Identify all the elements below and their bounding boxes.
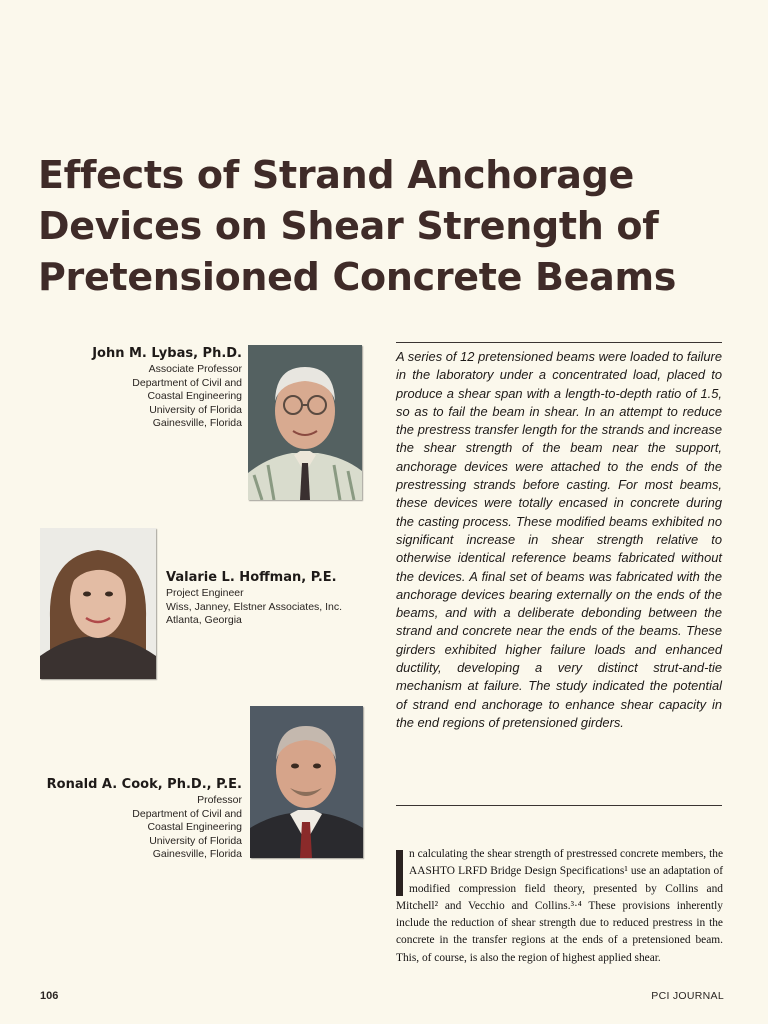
article-title bbox=[38, 150, 738, 303]
page-number: 106 bbox=[40, 990, 59, 1002]
author-affiliation-line: Gainesville, Florida bbox=[152, 417, 242, 429]
author-photo-cook bbox=[250, 706, 363, 858]
author-affiliation-line: Professor bbox=[197, 794, 242, 806]
author-affiliation-line: Project Engineer bbox=[166, 587, 244, 599]
abstract-text: A series of 12 pretensioned beams were loaded to failure in the laboratory under a concentrated load, placed to produce a shear span with a length-to-depth ratio of 1.5, so as to fail the beam in shear. In an attempt to reduce the prestress transfer length for the strands and increase the shear strength of the beam near the support, anchorage devices were attached to the ends of the prestressing strands before casting. For most beams, these devices were totally encased in concrete during the casting process. These modified beams exhibited no significant increase in shear strength relative to otherwise identical reference beams fabricated without the devices. A final set of beams was fabricated with the anchorage devices bearing externally on the ends of the beams, and with a deliberate debonding between the strand and concrete near the ends of the beams. These girders exhibited higher failure loads and enhanced ductility, developing a very distinct strut-and-tie mechanism at failure. The study indicated the potential of strand end anchorage to enhance shear capacity in the end regions of pretensioned girders. bbox=[396, 349, 722, 730]
author-name: John M. Lybas, Ph.D. bbox=[92, 346, 242, 361]
author-photo-lybas bbox=[248, 345, 362, 500]
author-affiliation-line: Department of Civil and bbox=[132, 376, 242, 389]
author-affiliation-line: Department of Civil and bbox=[132, 807, 242, 820]
title-line: Effects of Strand Anchorage bbox=[38, 153, 635, 197]
intro-paragraph bbox=[396, 846, 723, 967]
dropcap-bar bbox=[396, 850, 403, 896]
author-affiliation-line: Wiss, Janney, Elstner Associates, Inc. bbox=[166, 600, 343, 613]
abstract-top-rule bbox=[396, 342, 722, 343]
intro-text: n calculating the shear strength of prestressed concrete members, the AASHTO LRFD Bridge Design Specifications¹ use an adaptation of modified compression field theory, presented by Collins and Mitchell² and Vecchio and Collins.³·⁴ These provisions inherently include the reduction of shear strength due to reduced prestress in the concrete in the transfer regions at the ends of a pretensioned beam. This, of course, is also the region of highest applied shear. bbox=[396, 848, 723, 964]
author-affiliation-line: Coastal Engineering bbox=[147, 821, 242, 833]
author-photo-hoffman bbox=[40, 528, 156, 679]
title-line: Pretensioned Concrete Beams bbox=[38, 255, 677, 299]
journal-name: PCI JOURNAL bbox=[651, 990, 724, 1002]
author-affiliation-line: Associate Professor bbox=[148, 363, 242, 375]
author-affiliation-line: Gainesville, Florida bbox=[152, 848, 242, 860]
author-lybas bbox=[22, 346, 242, 431]
abstract-bottom-rule bbox=[396, 805, 722, 806]
author-hoffman bbox=[166, 570, 386, 628]
author-name: Valarie L. Hoffman, P.E. bbox=[166, 570, 337, 585]
author-affiliation-line: Coastal Engineering bbox=[147, 390, 242, 402]
author-affiliation-line: University of Florida bbox=[149, 403, 242, 416]
author-affiliation-line: Atlanta, Georgia bbox=[166, 614, 242, 626]
author-cook bbox=[22, 777, 242, 862]
author-affiliation-line: University of Florida bbox=[149, 834, 242, 847]
author-name: Ronald A. Cook, Ph.D., P.E. bbox=[46, 777, 242, 792]
title-line: Devices on Shear Strength of bbox=[38, 204, 659, 248]
